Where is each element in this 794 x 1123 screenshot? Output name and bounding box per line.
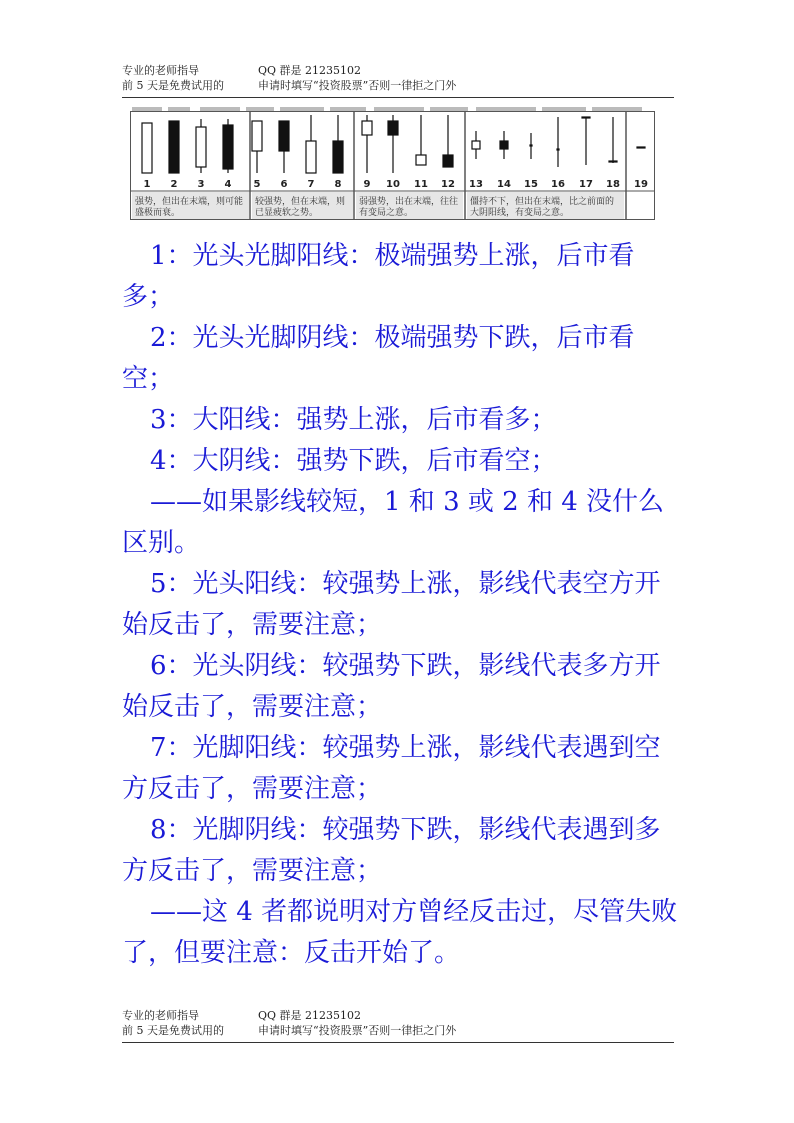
caption-line: 大阴阳线，有变局之意。 bbox=[470, 208, 570, 218]
candle-body bbox=[333, 141, 343, 173]
candle-number-label: 19 bbox=[634, 179, 648, 190]
candle-body bbox=[362, 121, 372, 135]
paragraph: 4：大阴线：强势下跌，后市看空； bbox=[150, 446, 557, 476]
candle-body bbox=[500, 141, 508, 149]
paragraph: 6：光头阴线：较强势下跌，影线代表多方开始反击了，需要注意； bbox=[122, 651, 661, 722]
caption-line: 有变局之意。 bbox=[359, 208, 414, 218]
caption-line: 已显疲软之势。 bbox=[255, 208, 319, 218]
cropped-strip-marks bbox=[130, 102, 655, 111]
paragraph: ——这 4 者都说明对方曾经反击过，尽管失败了，但要注意：反击开始了。 bbox=[122, 897, 678, 968]
paragraph: 2：光头光脚阴线：极端强势下跌，后市看空； bbox=[122, 323, 635, 394]
candle-number-label: 18 bbox=[606, 179, 620, 190]
paragraph: 7：光脚阳线：较强势上涨，影线代表遇到空方反击了，需要注意； bbox=[122, 733, 661, 804]
candle-body bbox=[472, 141, 480, 149]
candlestick-chart bbox=[130, 111, 655, 220]
candlestick-figure bbox=[130, 99, 655, 220]
body-text bbox=[122, 236, 682, 974]
candle-body bbox=[443, 155, 453, 167]
candle-body bbox=[609, 161, 617, 162]
caption-line: 强势，但出在末端，则可能 bbox=[135, 197, 244, 207]
candle-body bbox=[252, 121, 262, 151]
paragraph: 1：光头光脚阳线：极端强势上涨，后市看多； bbox=[122, 241, 635, 312]
candle-body bbox=[557, 149, 559, 150]
header-trial-text: 前 5 天是免费试用的 bbox=[122, 79, 224, 92]
caption-line: 较强势，但在末端，则 bbox=[255, 197, 346, 207]
candle-body bbox=[530, 145, 532, 146]
candle-body bbox=[416, 155, 426, 165]
candle-number-label: 5 bbox=[253, 179, 261, 190]
page-footer-header bbox=[122, 1008, 674, 1040]
candle-body bbox=[637, 147, 645, 148]
candle-body bbox=[169, 121, 179, 173]
header-row-2 bbox=[122, 1023, 674, 1038]
header-teacher-text: 专业的老师指导 bbox=[122, 64, 199, 77]
candle-number-label: 14 bbox=[497, 179, 511, 190]
candle-number-label: 16 bbox=[551, 179, 565, 190]
candle-number-label: 3 bbox=[197, 179, 205, 190]
cropped-caption-strip bbox=[130, 99, 655, 111]
candle-number-label: 2 bbox=[170, 179, 178, 190]
candle-number-label: 10 bbox=[386, 179, 400, 190]
candle-number-label: 15 bbox=[524, 179, 538, 190]
header-row-2 bbox=[122, 78, 674, 93]
candle-body bbox=[582, 117, 590, 118]
candle-body bbox=[388, 121, 398, 135]
header-rule bbox=[122, 97, 674, 98]
candle-number-label: 8 bbox=[334, 179, 342, 190]
caption-line: 僵持不下，但出在末端，比之前面的 bbox=[470, 197, 615, 207]
footer-rule bbox=[122, 1042, 674, 1043]
candle-number-label: 11 bbox=[414, 179, 428, 190]
header-row-1 bbox=[122, 1008, 674, 1023]
header-teacher-text: 专业的老师指导 bbox=[122, 1009, 199, 1022]
candle-body bbox=[196, 127, 206, 167]
candle-number-label: 6 bbox=[280, 179, 288, 190]
candle-body bbox=[306, 141, 316, 173]
paragraph: 3：大阳线：强势上涨，后市看多； bbox=[150, 405, 557, 435]
candle-body bbox=[142, 123, 152, 173]
paragraph: ——如果影线较短，1 和 3 或 2 和 4 没什么区别。 bbox=[122, 487, 665, 558]
header-trial-text: 前 5 天是免费试用的 bbox=[122, 1024, 224, 1037]
paragraph: 5：光头阳线：较强势上涨，影线代表空方开始反击了，需要注意； bbox=[122, 569, 661, 640]
page-header bbox=[122, 63, 674, 95]
candle-number-label: 17 bbox=[579, 179, 593, 190]
header-apply-text: 申请时填写“投资股票”否则一律拒之门外 bbox=[258, 1024, 457, 1037]
caption-line: 盛极而衰。 bbox=[135, 208, 181, 218]
header-row-1 bbox=[122, 63, 674, 78]
candle-number-label: 9 bbox=[363, 179, 371, 190]
paragraph: 8：光脚阴线：较强势下跌，影线代表遇到多方反击了，需要注意； bbox=[122, 815, 661, 886]
header-qq-text: QQ 群是 21235102 bbox=[258, 64, 362, 77]
caption-line: 弱强势，出在末端，往往 bbox=[359, 197, 459, 207]
candle-number-label: 4 bbox=[224, 179, 232, 190]
candle-body bbox=[279, 121, 289, 151]
candle-number-label: 1 bbox=[143, 179, 151, 190]
header-apply-text: 申请时填写“投资股票”否则一律拒之门外 bbox=[258, 79, 457, 92]
candle-body bbox=[223, 125, 233, 169]
candle-number-label: 7 bbox=[307, 179, 315, 190]
candle-number-label: 12 bbox=[441, 179, 455, 190]
header-qq-text: QQ 群是 21235102 bbox=[258, 1009, 362, 1022]
candle-number-label: 13 bbox=[469, 179, 483, 190]
